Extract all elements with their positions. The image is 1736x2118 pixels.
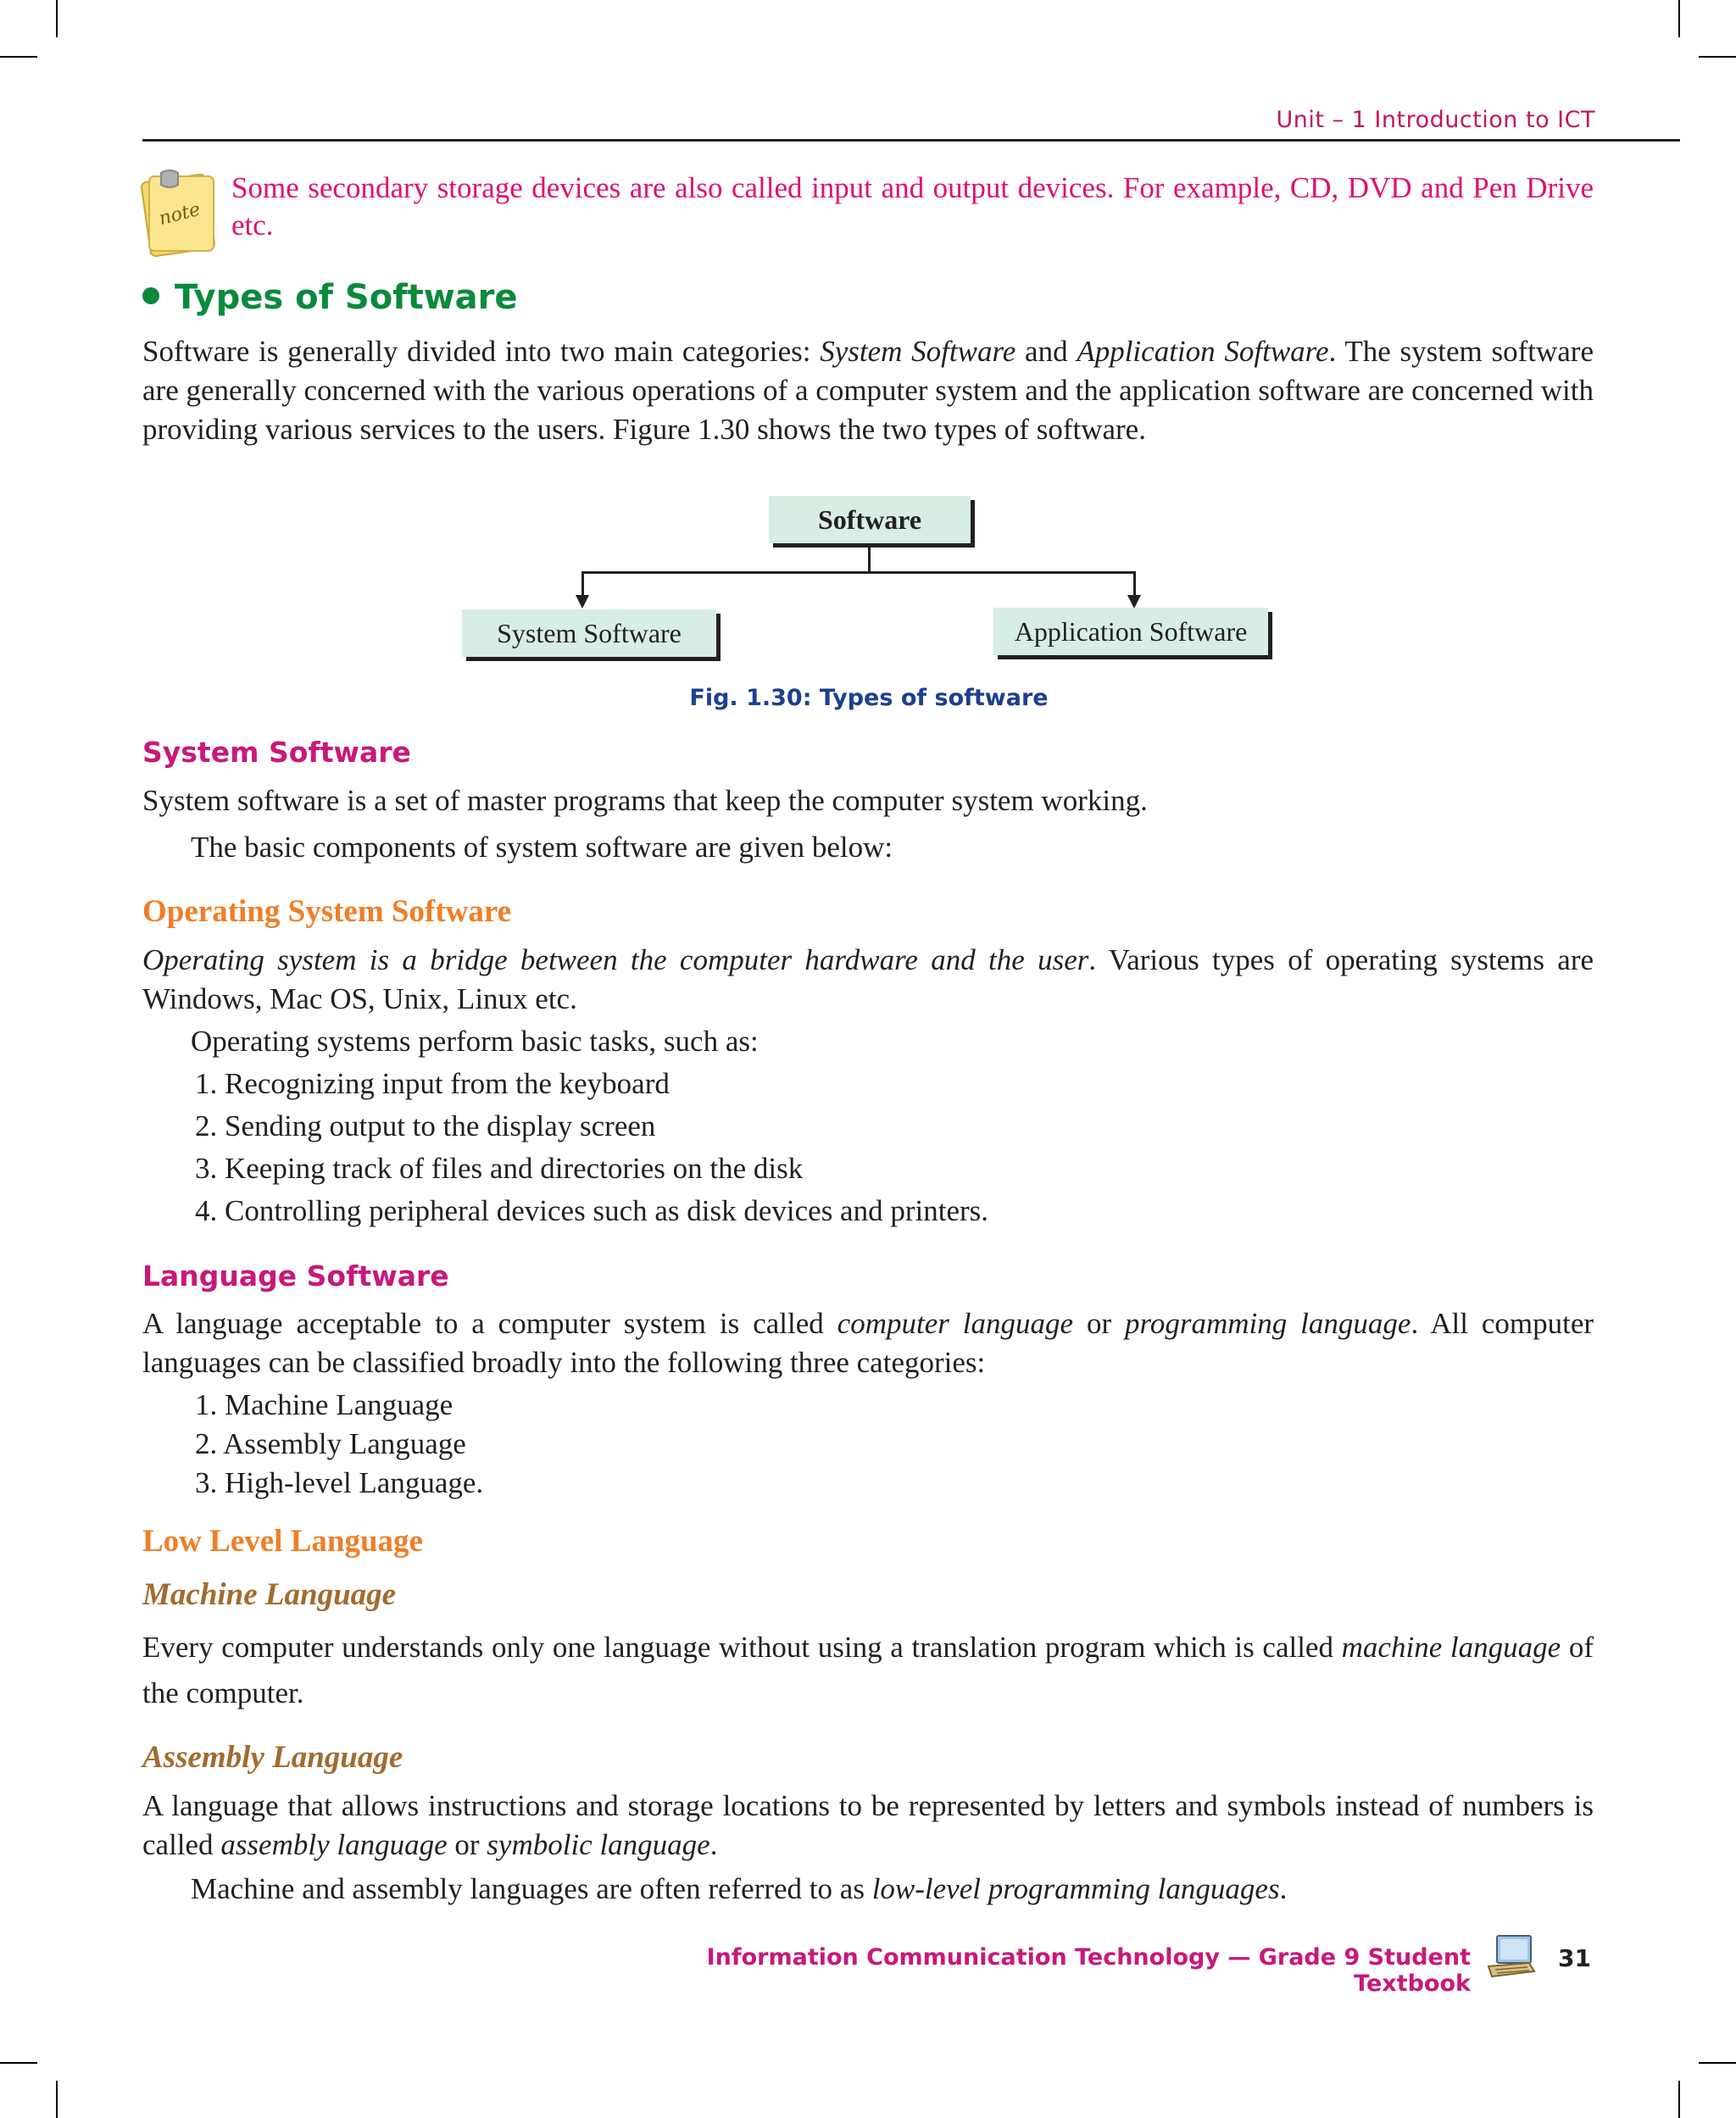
crop-mark bbox=[0, 56, 37, 58]
text-run: A language that allows instructions and storage locations to be represented by letters and symbols instead of numbers is called bbox=[142, 1789, 1594, 1861]
text-run: . Various types of operating systems are Windows, Mac OS, Unix, Linux etc. bbox=[142, 943, 1594, 1015]
operating-system-definition bbox=[142, 941, 1594, 1019]
figure-caption: Fig. 1.30: Types of software bbox=[689, 685, 1049, 711]
section-title bbox=[142, 278, 518, 317]
crop-mark bbox=[1678, 2081, 1680, 2118]
text-run: . All computer languages can be classified broadly into the following three categories: bbox=[142, 1307, 1594, 1379]
header-rule bbox=[142, 139, 1680, 142]
system-software-para: System software is a set of master programs that keep the computer system working. bbox=[142, 784, 1148, 817]
language-software-para bbox=[142, 1304, 1594, 1382]
text-run: of the computer. bbox=[142, 1631, 1594, 1709]
operating-system-heading: Operating System Software bbox=[142, 894, 512, 929]
connector-line bbox=[1133, 571, 1136, 597]
laptop-icon bbox=[1482, 1932, 1536, 1982]
diagram-root-box bbox=[769, 496, 971, 543]
text-run: A language acceptable to a computer system is called bbox=[142, 1307, 837, 1340]
connector-line bbox=[581, 571, 1136, 574]
term-assembly-language: assembly language bbox=[220, 1828, 448, 1861]
list-item: 3. High-level Language. bbox=[195, 1466, 484, 1499]
text-run: . bbox=[709, 1828, 718, 1861]
term-system-software: System Software bbox=[820, 335, 1016, 368]
low-level-heading: Low Level Language bbox=[142, 1524, 423, 1559]
diagram-left-label: System Software bbox=[497, 618, 682, 648]
list-item: 4. Controlling peripheral devices such as disk devices and printers. bbox=[195, 1194, 989, 1227]
crop-mark bbox=[56, 0, 58, 37]
os-task-list bbox=[195, 1063, 988, 1232]
assembly-language-heading: Assembly Language bbox=[142, 1740, 403, 1775]
language-category-list bbox=[195, 1386, 483, 1503]
system-software-components-para: The basic components of system software are given below: bbox=[191, 831, 893, 864]
crop-mark bbox=[1678, 0, 1680, 37]
list-item: 1. Recognizing input from the keyboard bbox=[195, 1067, 670, 1100]
list-item: 3. Keeping track of files and directories on the disk bbox=[195, 1152, 804, 1185]
text-run: or bbox=[1073, 1307, 1126, 1340]
language-software-heading: Language Software bbox=[142, 1259, 449, 1292]
crop-mark bbox=[1699, 2062, 1736, 2064]
machine-language-para bbox=[142, 1625, 1594, 1716]
term-symbolic-language: symbolic language bbox=[487, 1828, 710, 1861]
term-programming-language: programming language bbox=[1125, 1307, 1411, 1340]
term-machine-language: machine language bbox=[1341, 1631, 1561, 1664]
text-run: . The system software are generally concerned with the various operations of a computer system and the application software are concerned with providing various services to the users. Figure 1.30 shows the two types of software. bbox=[142, 335, 1594, 446]
text-run: Software is generally divided into two main categories: bbox=[142, 335, 821, 368]
term-application-software: Application Software bbox=[1077, 335, 1329, 368]
connector-line bbox=[581, 571, 584, 597]
text-run: Every computer understands only one language without using a translation program which is called bbox=[142, 1631, 1342, 1664]
list-item: 1. Machine Language bbox=[195, 1388, 453, 1421]
list-item: 2. Sending output to the display screen bbox=[195, 1109, 656, 1142]
text-run: or bbox=[447, 1828, 487, 1861]
crop-mark bbox=[1699, 56, 1736, 58]
list-item: 2. Assembly Language bbox=[195, 1427, 466, 1460]
crop-mark bbox=[56, 2081, 58, 2118]
svg-text:note: note bbox=[157, 198, 203, 231]
text-run: . bbox=[1279, 1872, 1288, 1905]
running-header: Unit – 1 Introduction to ICT bbox=[1276, 107, 1595, 133]
machine-language-heading: Machine Language bbox=[142, 1577, 397, 1612]
diagram-system-software-box bbox=[462, 609, 716, 657]
note-text: Some secondary storage devices are also called input and output devices. For example, CD, DVD and Pen Drive etc. bbox=[231, 171, 1594, 242]
low-level-summary-para bbox=[142, 1870, 1594, 1909]
note-icon bbox=[141, 168, 219, 259]
section-title-text: Types of Software bbox=[175, 278, 518, 317]
diagram-right-label: Application Software bbox=[1014, 616, 1248, 647]
term-computer-language: computer language bbox=[837, 1307, 1074, 1340]
connector-line bbox=[868, 543, 871, 572]
diagram-root-label: Software bbox=[817, 504, 922, 535]
text-run: and bbox=[1015, 335, 1077, 368]
system-software-heading: System Software bbox=[142, 736, 411, 769]
os-definition-italic: Operating system is a bridge between the computer hardware and the user bbox=[142, 943, 1089, 976]
os-tasks-intro: Operating systems perform basic tasks, such as: bbox=[191, 1025, 759, 1058]
assembly-language-para bbox=[142, 1787, 1594, 1865]
page-number: 31 bbox=[1558, 1944, 1591, 1972]
diagram-application-software-box bbox=[993, 608, 1268, 655]
text-run: Machine and assembly languages are often referred to as bbox=[191, 1872, 872, 1905]
term-low-level-languages: low-level programming languages bbox=[871, 1872, 1280, 1905]
crop-mark bbox=[0, 2062, 37, 2064]
arrow-down-icon bbox=[576, 595, 589, 609]
bullet-icon bbox=[142, 287, 159, 304]
footer-book-title: Information Communication Technology — Grade 9 Student Textbook bbox=[706, 1944, 1471, 1997]
arrow-down-icon bbox=[1127, 595, 1141, 609]
types-paragraph bbox=[142, 332, 1594, 449]
